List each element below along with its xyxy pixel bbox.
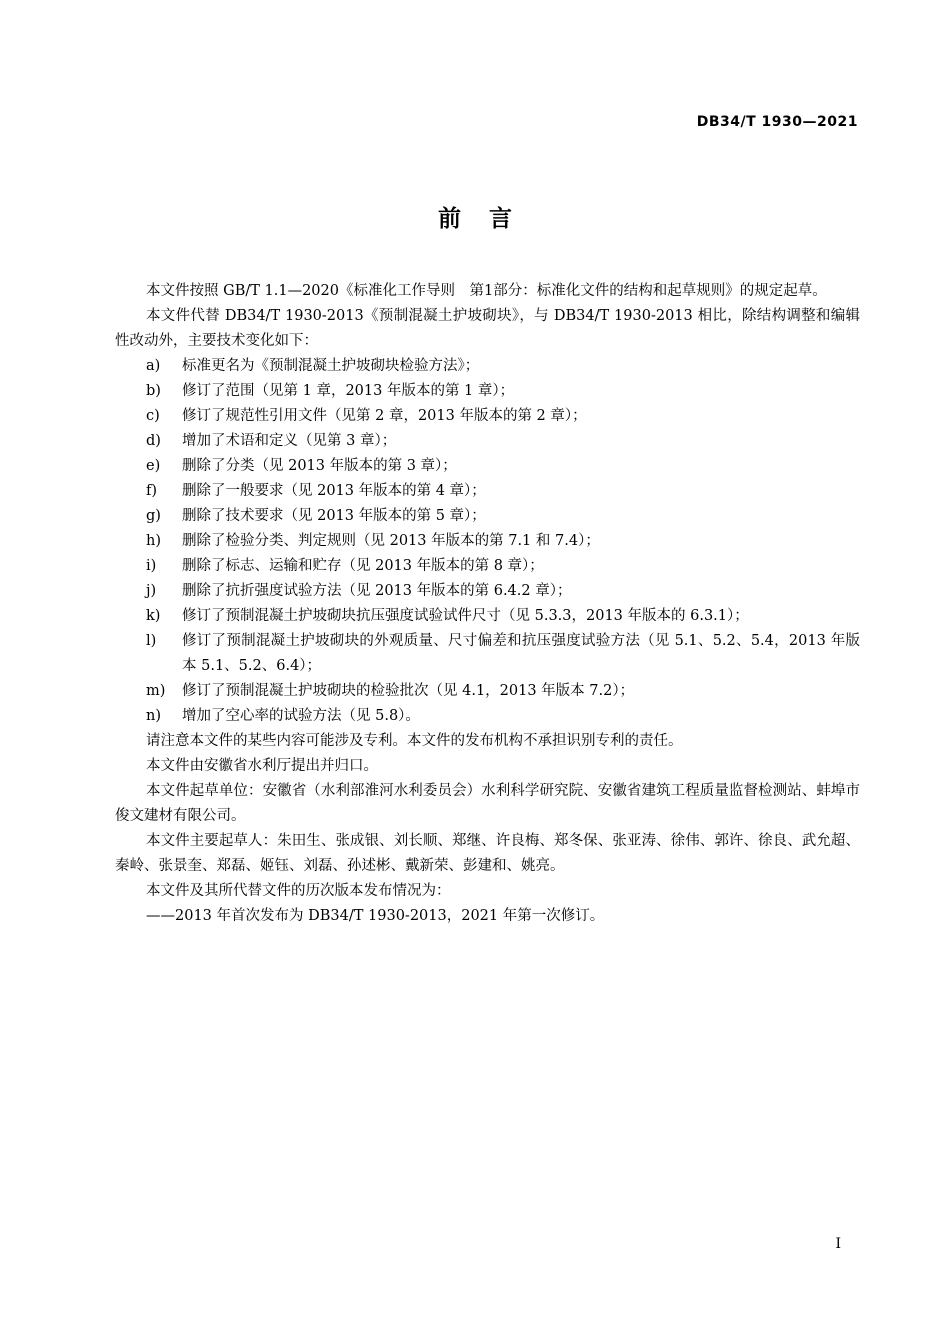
document-code: DB34/T 1930—2021 xyxy=(696,114,858,130)
list-marker: a) xyxy=(146,358,161,374)
list-item xyxy=(115,454,860,479)
list-text: 修订了预制混凝土护坡砌块的外观质量、尺寸偏差和抗压强度试验方法（见 5.1、5.2、5.4，2013 年版本 5.1、5.2、6.4）； xyxy=(182,633,860,674)
list-marker: h) xyxy=(146,533,161,549)
list-item xyxy=(115,679,860,704)
paragraph-drafting-units: 本文件起草单位：安徽省（水利部淮河水利委员会）水利科学研究院、安徽省建筑工程质量监督检测站、蚌埠市俊文建材有限公司。 xyxy=(115,783,860,824)
list-text: 删除了检验分类、判定规则（见 2013 年版本的第 7.1 和 7.4）； xyxy=(182,533,600,549)
list-marker: m) xyxy=(146,683,166,699)
list-item xyxy=(115,704,860,729)
list-text: 标准更名为《预制混凝土护坡砌块检验方法》； xyxy=(182,358,480,374)
list-text: 删除了抗折强度试验方法（见 2013 年版本的第 6.4.2 章）； xyxy=(182,583,572,599)
list-text: 删除了一般要求（见 2013 年版本的第 4 章）； xyxy=(182,483,486,499)
paragraph-replacement: 本文件代替 DB34/T 1930-2013《预制混凝土护坡砌块》，与 DB34/T 1930-2013 相比，除结构调整和编辑性改动外，主要技术变化如下： xyxy=(115,308,860,349)
list-marker: k) xyxy=(146,608,161,624)
paragraph-patent-notice: 请注意本文件的某些内容可能涉及专利。本文件的发布机构不承担识别专利的责任。 xyxy=(146,733,683,749)
page-number: I xyxy=(835,1236,841,1252)
changes-list xyxy=(115,354,860,729)
list-marker: c) xyxy=(146,408,160,424)
foreword-body xyxy=(115,279,860,929)
list-item xyxy=(115,579,860,604)
page-title: 前言 xyxy=(438,206,540,232)
list-item xyxy=(115,554,860,579)
list-item xyxy=(115,404,860,429)
list-item xyxy=(115,354,860,379)
paragraph-drafters: 本文件主要起草人：朱田生、张成银、刘长顺、郑继、许良梅、郑冬保、张亚涛、徐伟、郭许、徐良、武允超、秦岭、张景奎、郑磊、姬钰、刘磊、孙述彬、戴新荣、彭建和、姚亮。 xyxy=(115,833,860,874)
list-text: 修订了预制混凝土护坡砌块抗压强度试验试件尺寸（见 5.3.3，2013 年版本的 6.3.1）； xyxy=(182,608,749,624)
list-marker: e) xyxy=(146,458,161,474)
list-marker: j) xyxy=(146,583,157,599)
list-marker: b) xyxy=(146,383,161,399)
list-marker: f) xyxy=(146,483,158,499)
list-marker: i) xyxy=(146,558,157,574)
list-marker: l) xyxy=(146,633,157,649)
list-item xyxy=(115,479,860,504)
list-text: 删除了分类（见 2013 年版本的第 3 章）； xyxy=(182,458,457,474)
list-text: 增加了术语和定义（见第 3 章）； xyxy=(182,433,397,449)
list-item xyxy=(115,529,860,554)
list-item xyxy=(115,629,860,679)
list-text: 增加了空心率的试验方法（见 5.8）。 xyxy=(182,708,420,724)
paragraph-version-history-intro: 本文件及其所代替文件的历次版本发布情况为： xyxy=(146,883,451,899)
list-text: 修订了范围（见第 1 章，2013 年版本的第 1 章）； xyxy=(182,383,515,399)
list-item xyxy=(115,504,860,529)
list-text: 修订了预制混凝土护坡砌块的检验批次（见 4.1，2013 年版本 7.2）； xyxy=(182,683,635,699)
list-marker: n) xyxy=(146,708,161,724)
list-text: 删除了标志、运输和贮存（见 2013 年版本的第 8 章）； xyxy=(182,558,544,574)
paragraph-proposer: 本文件由安徽省水利厅提出并归口。 xyxy=(146,758,378,774)
version-history-entry: ——2013 年首次发布为 DB34/T 1930-2013，2021 年第一次修订。 xyxy=(146,908,605,924)
list-item xyxy=(115,379,860,404)
list-text: 修订了规范性引用文件（见第 2 章，2013 年版本的第 2 章）； xyxy=(182,408,587,424)
list-text: 删除了技术要求（见 2013 年版本的第 5 章）； xyxy=(182,508,486,524)
list-marker: d) xyxy=(146,433,161,449)
list-item xyxy=(115,604,860,629)
list-marker: g) xyxy=(146,508,161,524)
paragraph-drafting-rules: 本文件按照 GB/T 1.1—2020《标准化工作导则 第1部分：标准化文件的结构和起草规则》的规定起草。 xyxy=(146,283,827,299)
list-item xyxy=(115,429,860,454)
